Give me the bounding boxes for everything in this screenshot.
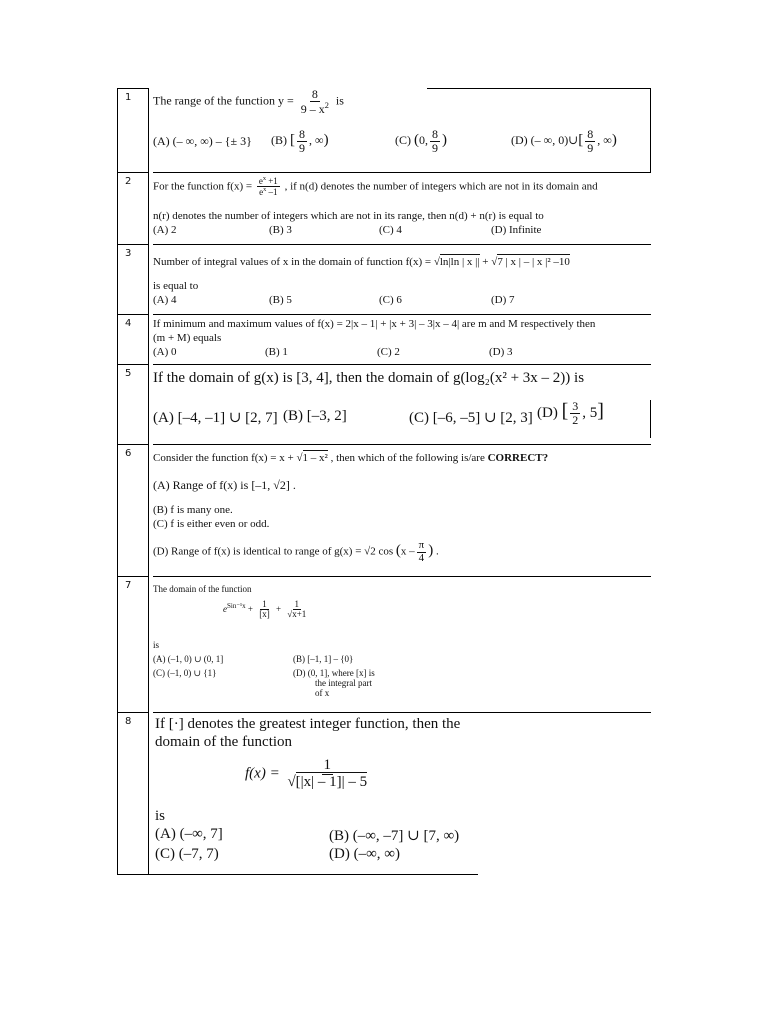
- question-8: 8 If [·] denotes the greatest integer function, then the domain of the function f(x) = $\frac{1}{√[|x| - 1]| - 5}$ is (A) (–∞, 7] (B) (–∞, –7] ∪ [7, ∞) (C) (–7, 7) (D) (–∞, ∞): [117, 712, 651, 874]
- option-a: (A) [–4, –1] ∪ [2, 7]: [153, 410, 278, 426]
- option-c: (C) (0, $\frac{8}{9}$ ): [395, 127, 447, 155]
- table-bottom-border: [117, 874, 478, 875]
- option-c: (C) 4: [379, 224, 402, 236]
- option-c: (C) (–7, 7): [155, 846, 219, 862]
- option-a: (A) (–∞, 7]: [155, 826, 223, 842]
- question-stem: The range of the function y =: [153, 93, 294, 108]
- option-b: (B) 3: [269, 224, 292, 236]
- option-d: (D) (0, 1], where [x] is the integral part of x: [293, 668, 375, 698]
- option-a: (A) 0: [153, 346, 177, 358]
- option-c: (C) (–1, 0) ∪ {1}: [153, 668, 217, 678]
- option-a: (A) (–1, 0) ∪ (0, 1]: [153, 654, 224, 664]
- option-b: (B) [–3, 2]: [283, 408, 347, 424]
- option-a: (A) Range of f(x) is [–1, √2] .: [153, 478, 296, 492]
- option-a: (A) (– ∞, ∞) – {± 3}: [153, 134, 252, 148]
- question-6: 6 Consider the function f(x) = x + √1 – x² , then which of the following is/are CORRECT? (A) Range of f(x) is [–1, √2] . (B) f is many one. (C) f is either even or odd. (D) Range of f(x) is identical to range of g(x) = √2 cos (x – $\frac{\pi}{4}$ ) .: [117, 444, 651, 576]
- option-d: (D) (–∞, ∞): [329, 846, 400, 862]
- domain-expression: $e^{Sin^{-1}x}$ + $\frac{1}{[x]}$ + $\frac{1}{√x+1}$: [223, 599, 307, 620]
- question-5: 5 If the domain of g(x) is [3, 4], then the domain of g(log₂(x² + 3x – 2)) is (A) [–4, –1] ∪ [2, 7] (B) [–3, 2] (C) [–6, –5] ∪ [2, 3] (D) [ $\frac{3}{2}$ , 5]: [117, 364, 651, 444]
- option-d: (D) Infinite: [491, 224, 542, 236]
- function-definition: f(x) = $\frac{1}{√[|x| - 1]| - 5}$: [245, 757, 368, 790]
- option-a: (A) 4: [153, 294, 177, 306]
- option-d: (D) (– ∞, 0)∪[ $\frac{8}{9}$ , ∞): [511, 127, 617, 155]
- question-4: 4 If minimum and maximum values of f(x) = 2|x – 1| + |x + 3| – 3|x – 4| are m and M respectively then (m + M) equals (A) 0 (B) 1 (C) 2 (D) 3: [117, 314, 651, 364]
- option-c: (C) 2: [377, 346, 400, 358]
- option-d: (D) [ $\frac{3}{2}$ , 5]: [537, 399, 604, 428]
- option-b: (B) [–1, 1] – {0}: [293, 654, 354, 664]
- option-d: (D) 7: [491, 294, 515, 306]
- option-c: (C) 6: [379, 294, 402, 306]
- question-number: 1: [117, 88, 149, 172]
- option-a: (A) 2: [153, 224, 177, 236]
- option-b: (B) (–∞, –7] ∪ [7, ∞): [329, 828, 460, 844]
- option-b: (B) f is many one.: [153, 504, 233, 516]
- option-c: (C) f is either even or odd.: [153, 518, 270, 530]
- option-b: (B) 5: [269, 294, 292, 306]
- question-7: 7 The domain of the function $e^{Sin^{-1}x}$ + $\frac{1}{[x]}$ + $\frac{1}{√x+1}$ is (A) (–1, 0) ∪ (0, 1] (B) [–1, 1] – {0} (C) (–1, 0) ∪ {1} (D) (0, 1], where [x] is the integral part of x: [117, 576, 651, 712]
- question-2: 2 For the function f(x) = $\frac{e^x +1}{e^x -1}$ , if n(d) denotes the number of integers which are not in its domain and n(r) denotes the number of integers which are not in its range, then n(d) + n(r) is equal to (A) 2 (B) 3 (C) 4 (D) Infinite: [117, 172, 651, 244]
- option-c: (C) [–6, –5] ∪ [2, 3]: [409, 410, 533, 426]
- option-b: (B) [ $\frac{8}{9}$ , ∞): [271, 127, 329, 155]
- option-b: (B) 1: [265, 346, 288, 358]
- question-1: 1 The range of the function y = $\frac{8}{9 - x^2}$ is (A) (– ∞, ∞) – {± 3} (B) [ $\frac{8}{9}$ , ∞) (C) (0, $\frac{8}{9}$ ) (D) (– ∞, 0)∪[ $\frac{8}{9}$ , ∞): [117, 88, 651, 172]
- option-d: (D) 3: [489, 346, 513, 358]
- question-3: 3 Number of integral values of x in the domain of function f(x) = √ln|ln | x || + √7 | x | – | x |² –10 is equal to (A) 4 (B) 5 (C) 6 (D) 7: [117, 244, 651, 314]
- option-d: (D) Range of f(x) is identical to range of g(x) = √2 cos (x – $\frac{\pi}{4}$ ) .: [153, 539, 439, 564]
